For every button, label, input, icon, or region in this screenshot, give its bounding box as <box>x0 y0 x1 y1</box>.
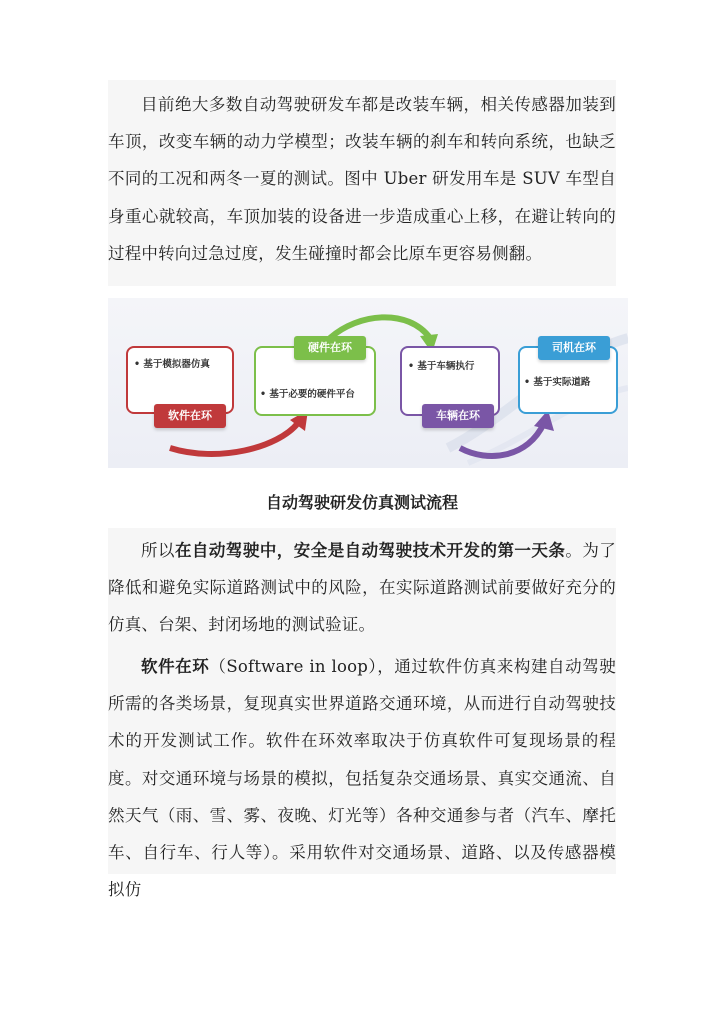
software-in-loop-section <box>108 644 616 900</box>
software-in-loop-term: 软件在环 <box>141 657 210 676</box>
hardware-bullet: • 基于必要的硬件平台 <box>260 389 355 400</box>
vehicle-bullet: • 基于车辆执行 <box>408 361 475 372</box>
intro-section <box>108 80 616 286</box>
safety-prefix: 所以 <box>141 541 175 560</box>
software-in-loop-text: （Software in loop），通过软件仿真来构建自动驾驶所需的各类场景，复现真实世界道路交通环境，从而进行自动驾驶技术的开发测试工作。软件在环效率取决于仿真软件可复现场景的程度。对交通环境与场景的模拟，包括复杂交通场景、真实交通流、自然天气（雨、雪、雾、夜晚、灯光等）各种交通参与者（汽车、摩托车、自行车、行人等）。采用软件对交通场景、道路、以及传感器模拟仿 <box>108 657 616 900</box>
figure-caption: 自动驾驶研发仿真测试流程 <box>265 493 458 512</box>
vehicle-tag: 车辆在环 <box>422 404 494 428</box>
software-in-loop-paragraph <box>108 648 616 908</box>
safety-suffix: 。为了降低和避免实际道路测试中的风险，在实际道路测试前要做好充分的仿真、台架、封闭场地的测试验证。 <box>108 541 616 635</box>
driver-bullet: • 基于实际道路 <box>524 377 591 388</box>
hardware-arrow <box>330 317 430 338</box>
software-tag: 软件在环 <box>154 404 226 428</box>
intro-paragraph: 目前绝大多数自动驾驶研发车都是改装车辆，相关传感器加装到车顶，改变车辆的动力学模型；改装车辆的刹车和转向系统，也缺乏不同的工况和两冬一夏的测试。图中 Uber 研发用车是 SUV 车型自身重心就较高，车顶加装的设备进一步造成重心上移，在避让转向的过程中转向过急过度，发生碰撞时都会比原车更容易侧翻。 <box>108 95 616 263</box>
hardware-tag: 硬件在环 <box>294 336 366 360</box>
safety-emphasis: 在自动驾驶中，安全是自动驾驶技术开发的第一天条 <box>174 541 566 560</box>
driver-tag: 司机在环 <box>538 336 610 360</box>
software-bullet: • 基于模拟器仿真 <box>134 359 210 370</box>
safety-paragraph <box>108 532 616 644</box>
simulation-flow-figure <box>108 298 628 468</box>
safety-section <box>108 528 616 644</box>
